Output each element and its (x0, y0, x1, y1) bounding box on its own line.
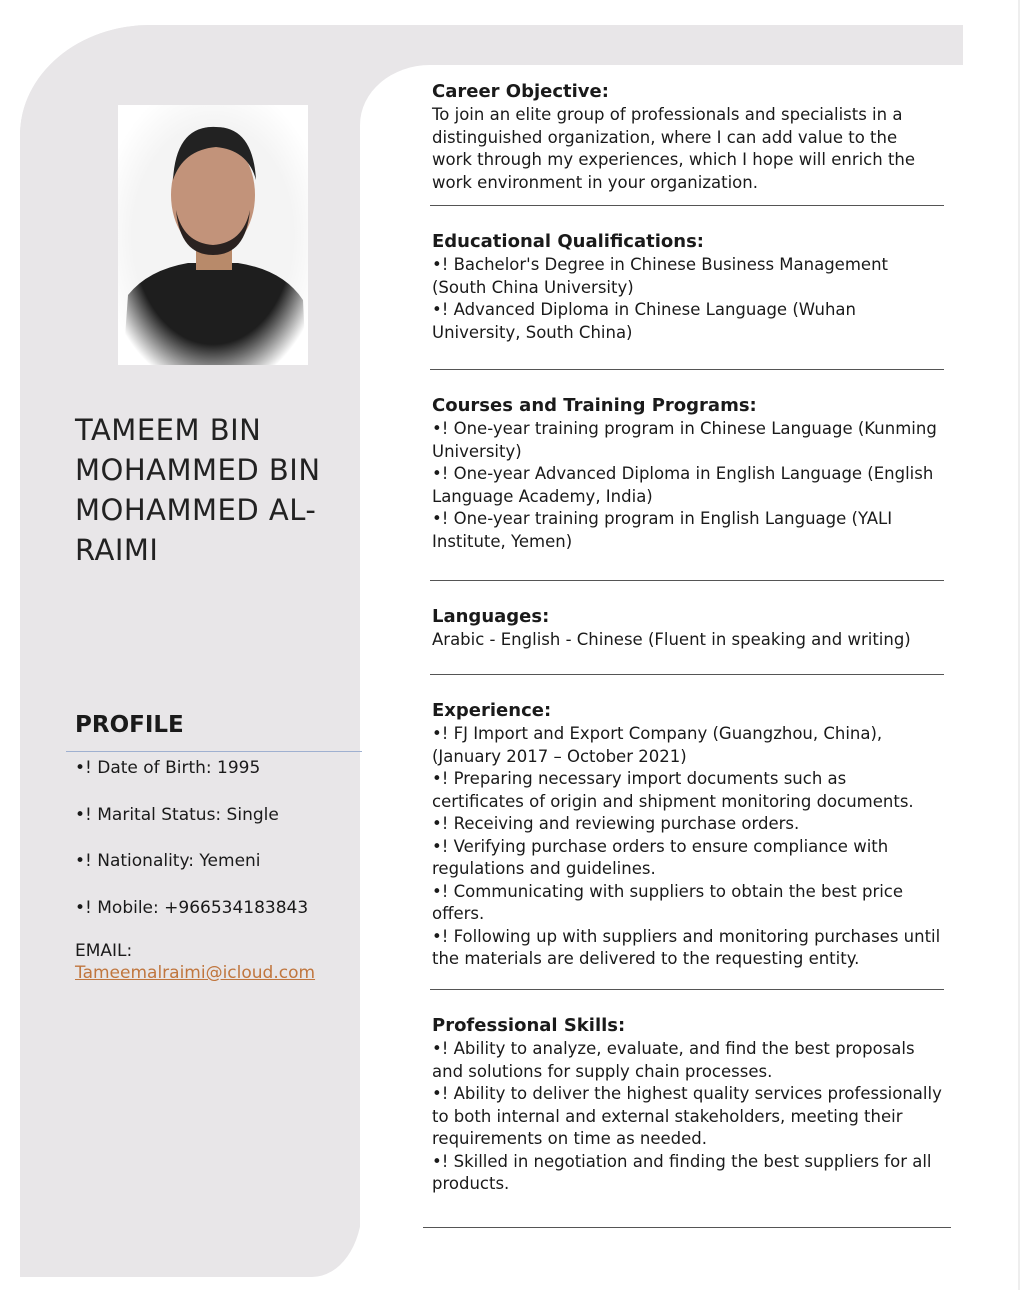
section-courses (432, 370, 942, 580)
section-title: Courses and Training Programs: (432, 395, 757, 416)
main-content (432, 80, 942, 1228)
section-title: Educational Qualifications: (432, 231, 704, 252)
section-title: Professional Skills: (432, 1015, 626, 1036)
list-item: •! Communicating with suppliers to obtain the best price offers. (432, 881, 904, 923)
list-item: •! Advanced Diploma in Chinese Language (Wuhan University, South China) (432, 300, 856, 342)
profile-nationality: •! Nationality: Yemeni (75, 851, 261, 871)
profile-heading: PROFILE (75, 712, 184, 738)
section-languages (432, 581, 942, 674)
list-item: •! One-year training program in Chinese Language (Kunming University) (432, 419, 937, 461)
list-item: •! FJ Import and Export Company (Guangzhou, China), (January 2017 – October 2021) (432, 724, 883, 766)
list-item: •! Ability to analyze, evaluate, and find the best proposals and solutions for supply chain processes. (432, 1039, 915, 1081)
section-experience (432, 675, 942, 989)
profile-marital-status: •! Marital Status: Single (75, 804, 279, 825)
list-item: •! One-year Advanced Diploma in English Language (English Language Academy, India) (432, 464, 934, 506)
list-item: •! One-year training program in English Language (YALI Institute, Yemen) (432, 509, 893, 551)
profile-divider (66, 751, 362, 752)
profile-mobile: •! Mobile: +966534183843 (75, 897, 309, 918)
list-item: •! Preparing necessary import documents such as certificates of origin and shipment monitoring documents. (432, 769, 914, 811)
section-text: To join an elite group of professionals and specialists in a distinguished organization, where I can add value to the work through my experiences, which I hope will enrich the work environment in your organization. (432, 105, 916, 192)
list-item: Arabic - English - Chinese (Fluent in speaking and writing) (432, 630, 911, 649)
email-label: EMAIL: (75, 941, 133, 961)
section-title: Career Objective: (432, 81, 609, 102)
divider (423, 1227, 951, 1228)
profile-dob: •! Date of Birth: 1995 (75, 758, 261, 778)
section-skills (432, 990, 942, 1227)
list-item: •! Bachelor's Degree in Chinese Business Management (South China University) (432, 255, 888, 297)
list-item: •! Following up with suppliers and monitoring purchases until the materials are delivered to the requesting entity. (432, 926, 941, 968)
email-link[interactable]: Tameemalraimi@icloud.com (75, 963, 316, 983)
section-career-objective (432, 80, 942, 205)
list-item: •! Verifying purchase orders to ensure compliance with regulations and guidelines. (432, 836, 889, 878)
profile-list (75, 757, 308, 943)
profile-photo (118, 105, 308, 365)
list-item: •! Ability to deliver the highest quality services professionally to both internal and external stakeholders, meeting their requirements on time as needed. (432, 1084, 942, 1148)
section-title: Languages: (432, 606, 550, 627)
candidate-name: TAMEEM BIN MOHAMMED BIN MOHAMMED AL-RAIMI (75, 413, 321, 567)
list-item: •! Receiving and reviewing purchase orders. (432, 814, 800, 833)
section-title: Experience: (432, 700, 552, 721)
section-education (432, 206, 942, 369)
list-item: •! Skilled in negotiation and finding the best suppliers for all products. (432, 1151, 932, 1193)
